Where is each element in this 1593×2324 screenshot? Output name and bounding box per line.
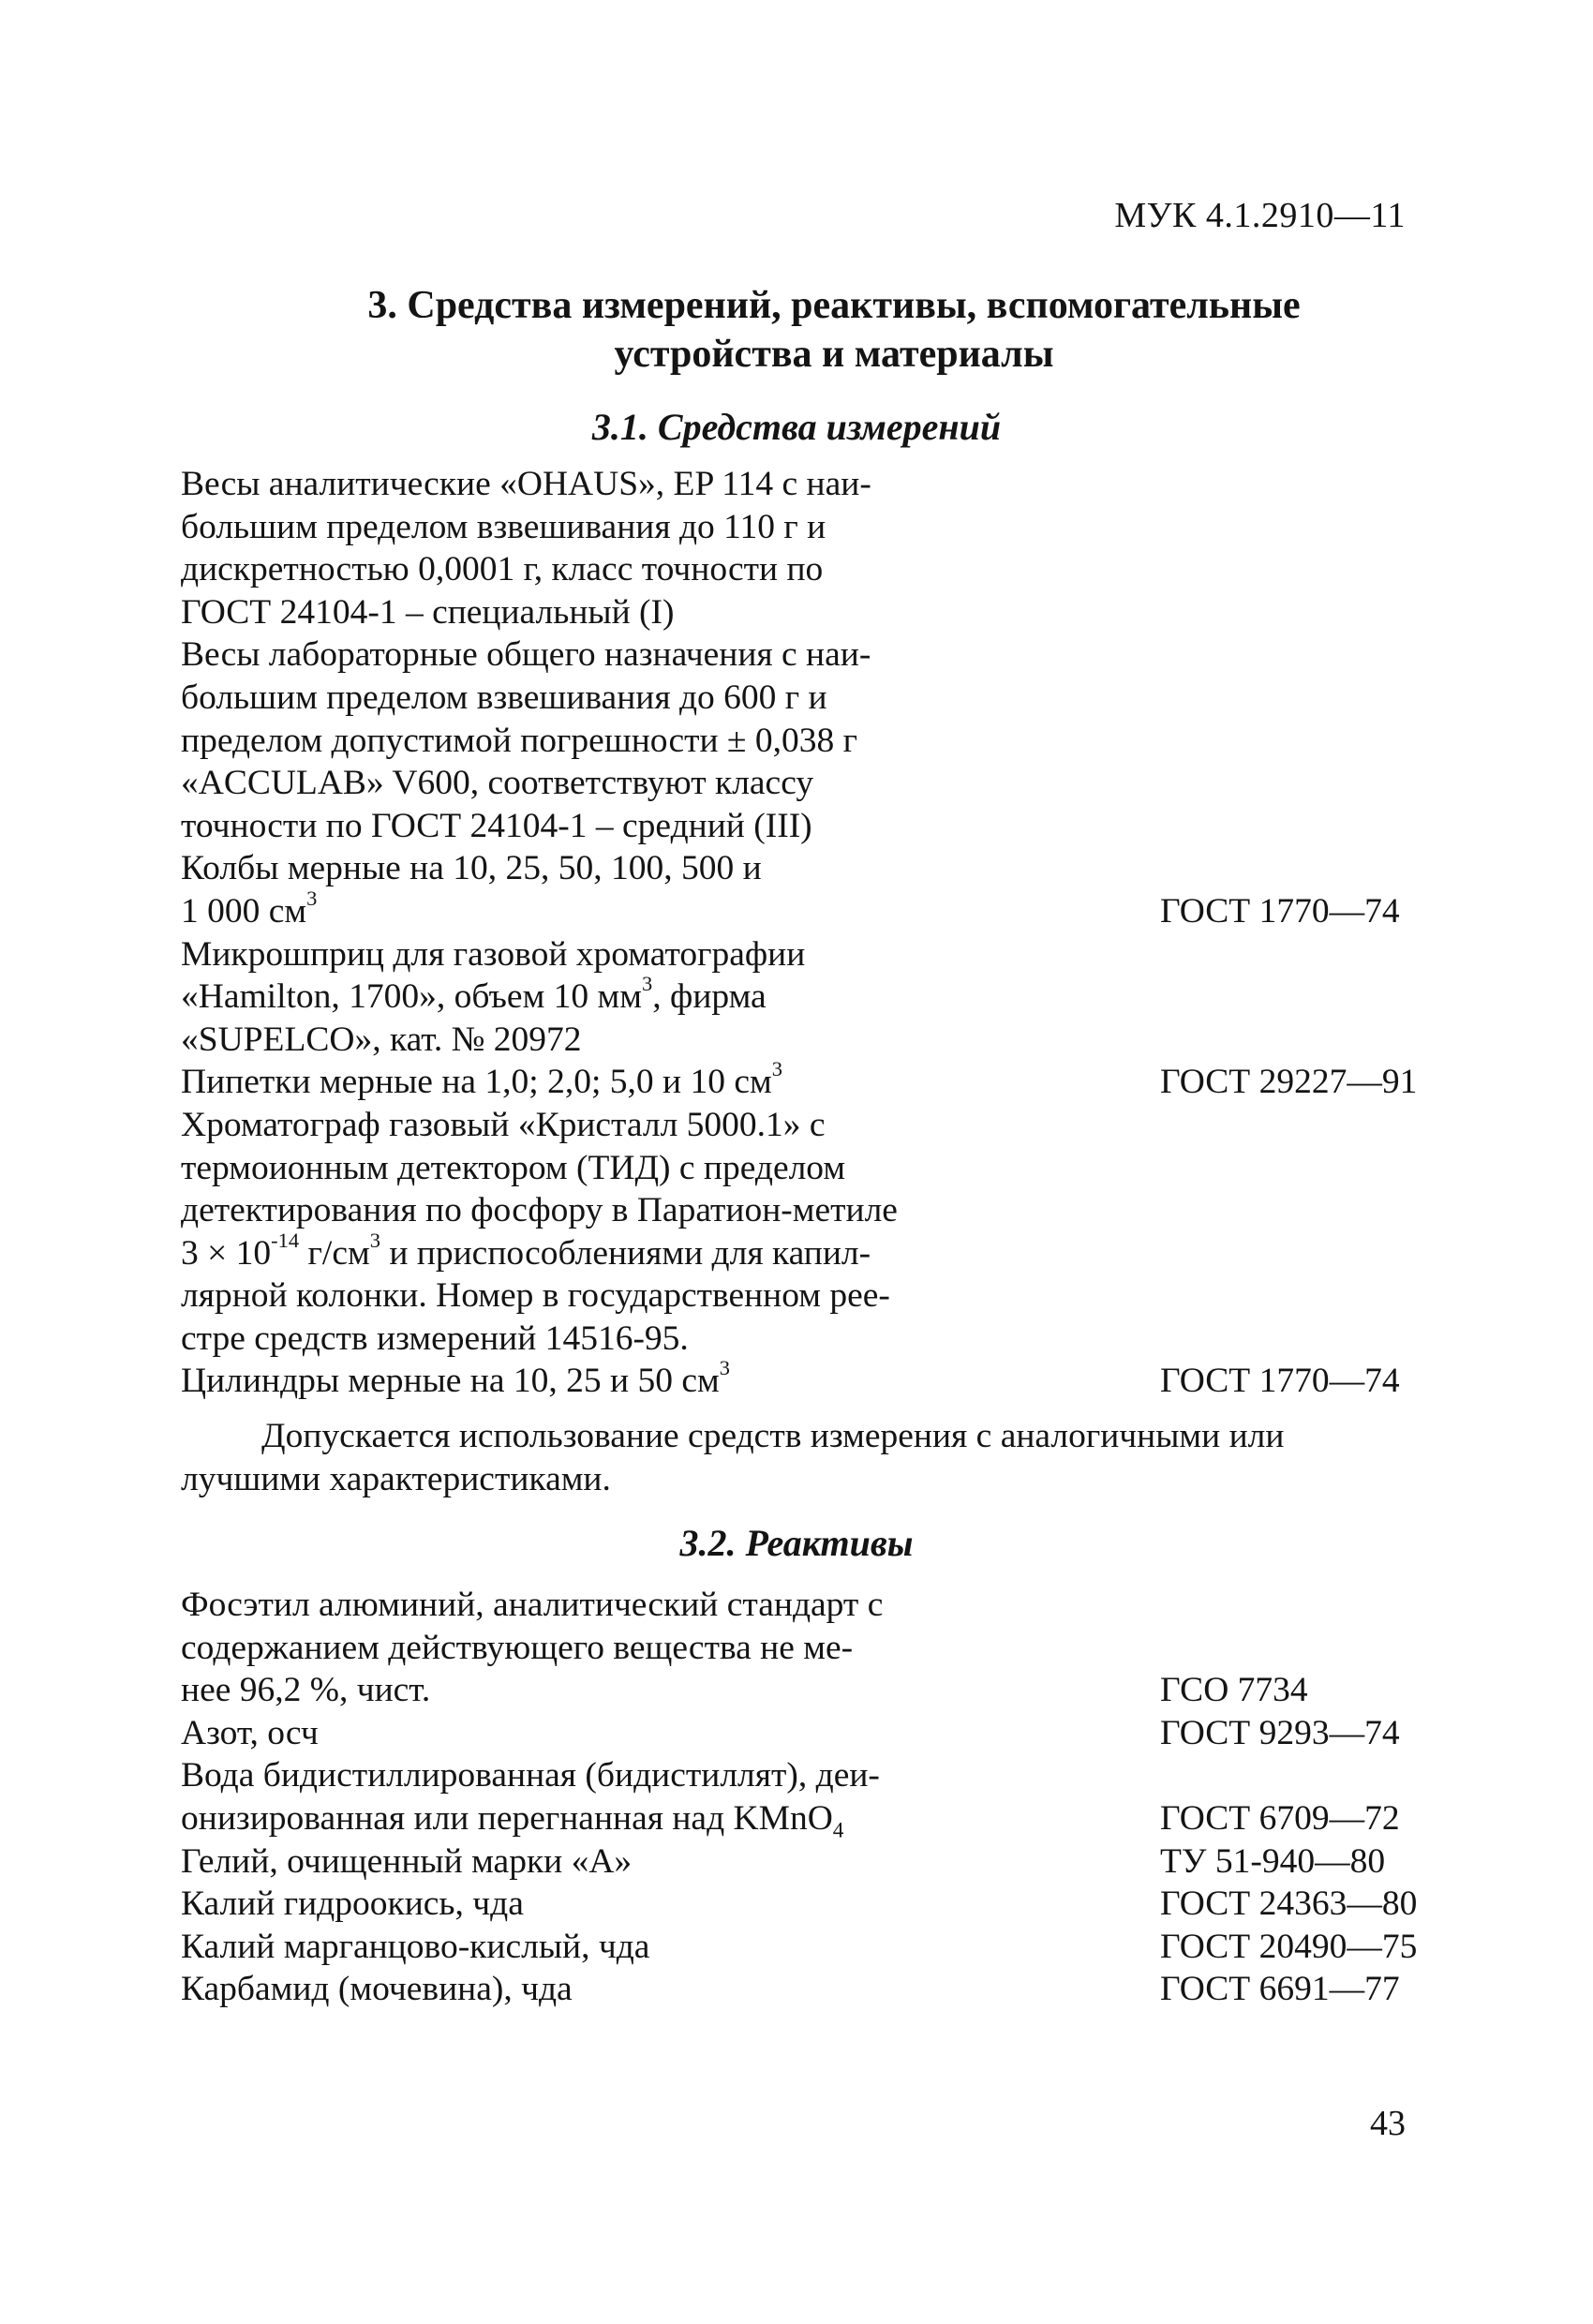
item-line <box>181 1797 987 1843</box>
item-text: 3 × 10 <box>181 1233 272 1273</box>
item-description <box>181 633 987 847</box>
item-description <box>181 1968 987 2011</box>
item-line: Азот, осч <box>181 1713 319 1752</box>
list-item <box>181 1584 1437 1712</box>
item-description <box>181 463 987 633</box>
item-line: ГОСТ 24104-1 – специальный (I) <box>181 592 675 632</box>
section-title <box>0 281 1593 379</box>
subscript: 4 <box>832 1818 844 1843</box>
list-item <box>181 463 1437 633</box>
list-item <box>181 1883 1437 1926</box>
subsection-title-measuring-instruments: 3.1. Средства измерений <box>591 406 1002 448</box>
item-line: детектирования по фосфору в Паратион-метиле <box>181 1191 898 1230</box>
list-item <box>181 633 1437 847</box>
item-text: Цилиндры мерные на 10, 25 и 50 см <box>181 1362 720 1401</box>
item-text: «Hamilton, 1700», объем 10 мм <box>181 977 643 1017</box>
item-line: «SUPELCO», кат. № 20972 <box>181 1020 582 1059</box>
item-line: Микрошприц для газовой хроматографии <box>181 934 806 974</box>
list-item <box>181 1057 1437 1104</box>
item-line: стре средств измерений 14516-95. <box>181 1318 689 1358</box>
item-standard: ГОСТ 9293—74 <box>1160 1713 1400 1752</box>
item-description <box>181 847 987 932</box>
item-text: и приспособлениями для капил- <box>380 1233 871 1273</box>
item-description <box>181 1356 987 1403</box>
superscript: 3 <box>771 1057 782 1081</box>
item-description <box>181 1057 987 1104</box>
item-line: Вода бидистиллированная (бидистиллят), деи- <box>181 1756 880 1795</box>
item-standard: ГОСТ 1770—74 <box>1160 891 1400 931</box>
superscript: 3 <box>719 1356 730 1380</box>
list-item <box>181 933 1437 1062</box>
superscript: -14 <box>271 1228 300 1252</box>
list-item <box>181 1968 1437 2011</box>
item-line: Фосэтил алюминий, аналитический стандарт с <box>181 1586 884 1624</box>
item-line: Колбы мерные на 10, 25, 50, 100, 500 и <box>181 849 762 888</box>
item-line: точности по ГОСТ 24104-1 – средний (III) <box>181 806 812 845</box>
item-description <box>181 933 987 1062</box>
superscript: 3 <box>642 972 653 996</box>
item-standard: ГОСТ 1770—74 <box>1160 1362 1400 1401</box>
item-line: Калий гидроокись, чда <box>181 1885 524 1924</box>
list-item <box>181 1356 1437 1403</box>
item-description <box>181 1104 987 1361</box>
list-item <box>181 1926 1437 1969</box>
item-text: онизированная или перегнанная над KMnO <box>181 1798 833 1838</box>
section-title-line-2: устройства и материалы <box>614 333 1054 376</box>
item-text: , фирма <box>652 977 767 1017</box>
item-text: Пипетки мерные на 1,0; 2,0; 5,0 и 10 см <box>181 1063 772 1102</box>
item-description <box>181 1840 987 1884</box>
item-description <box>181 1712 987 1755</box>
measuring-instruments-list <box>181 463 1437 1403</box>
item-line: дискретностью 0,0001 г, класс точности по <box>181 550 824 589</box>
item-line: Калий марганцово-кислый, чда <box>181 1927 650 1966</box>
item-text: г/см <box>299 1233 370 1273</box>
note-line: лучшими характеристиками. <box>181 1459 611 1498</box>
document-code: МУК 4.1.2910—11 <box>1114 196 1406 235</box>
item-description <box>181 1926 987 1969</box>
list-item <box>181 1754 1437 1843</box>
list-item <box>181 1840 1437 1884</box>
list-item <box>181 1712 1437 1755</box>
item-line <box>181 1057 987 1104</box>
page-number: 43 <box>1370 2104 1406 2143</box>
item-line: «ACCULAB» V600, соответствуют классу <box>181 764 814 803</box>
list-item <box>181 847 1437 932</box>
note-paragraph <box>181 1415 1418 1500</box>
item-standard: ГСО 7734 <box>1160 1671 1308 1710</box>
item-standard: ГОСТ 20490—75 <box>1160 1927 1418 1966</box>
item-description <box>181 1754 987 1843</box>
section-title-line-1: 3. Средства измерений, реактивы, вспомогательные <box>367 284 1301 327</box>
item-text: 1 000 см <box>181 891 307 931</box>
item-line <box>181 886 987 933</box>
item-line: нее 96,2 %, чист. <box>181 1671 431 1710</box>
item-line: содержанием действующего вещества не ме- <box>181 1628 854 1667</box>
item-line: Весы лабораторные общего назначения с наи- <box>181 635 871 675</box>
item-standard: ГОСТ 6691—77 <box>1160 1970 1400 2009</box>
item-standard: ГОСТ 6709—72 <box>1160 1798 1400 1838</box>
superscript: 3 <box>369 1228 380 1252</box>
item-standard: ГОСТ 29227—91 <box>1160 1063 1418 1102</box>
item-line: лярной колонки. Номер в государственном рее- <box>181 1276 890 1316</box>
item-line: Хроматограф газовый «Кристалл 5000.1» с <box>181 1105 826 1144</box>
item-line: Гелий, очищенный марки «А» <box>181 1841 633 1881</box>
item-line <box>181 1356 987 1403</box>
item-standard: ТУ 51-940—80 <box>1160 1841 1386 1881</box>
item-standard: ГОСТ 24363—80 <box>1160 1885 1418 1924</box>
item-line: пределом допустимой погрешности ± 0,038 г <box>181 721 858 760</box>
reagents-list <box>181 1584 1437 2011</box>
subsection-title-reagents: 3.2. Реактивы <box>679 1522 914 1564</box>
item-line: Карбамид (мочевина), чда <box>181 1970 573 2009</box>
item-line: Весы аналитические «OHAUS», EP 114 с наи- <box>181 465 871 503</box>
item-line <box>181 972 987 1019</box>
item-description <box>181 1584 987 1712</box>
list-item <box>181 1104 1437 1361</box>
note-line: Допускается использование средств измерения с аналогичными или <box>261 1417 1285 1455</box>
item-line: большим пределом взвешивания до 110 г и <box>181 507 826 546</box>
item-description <box>181 1883 987 1926</box>
item-line: большим пределом взвешивания до 600 г и <box>181 678 827 717</box>
item-line: термоионным детектором (ТИД) с пределом <box>181 1148 846 1187</box>
item-line <box>181 1228 987 1275</box>
superscript: 3 <box>306 886 318 910</box>
